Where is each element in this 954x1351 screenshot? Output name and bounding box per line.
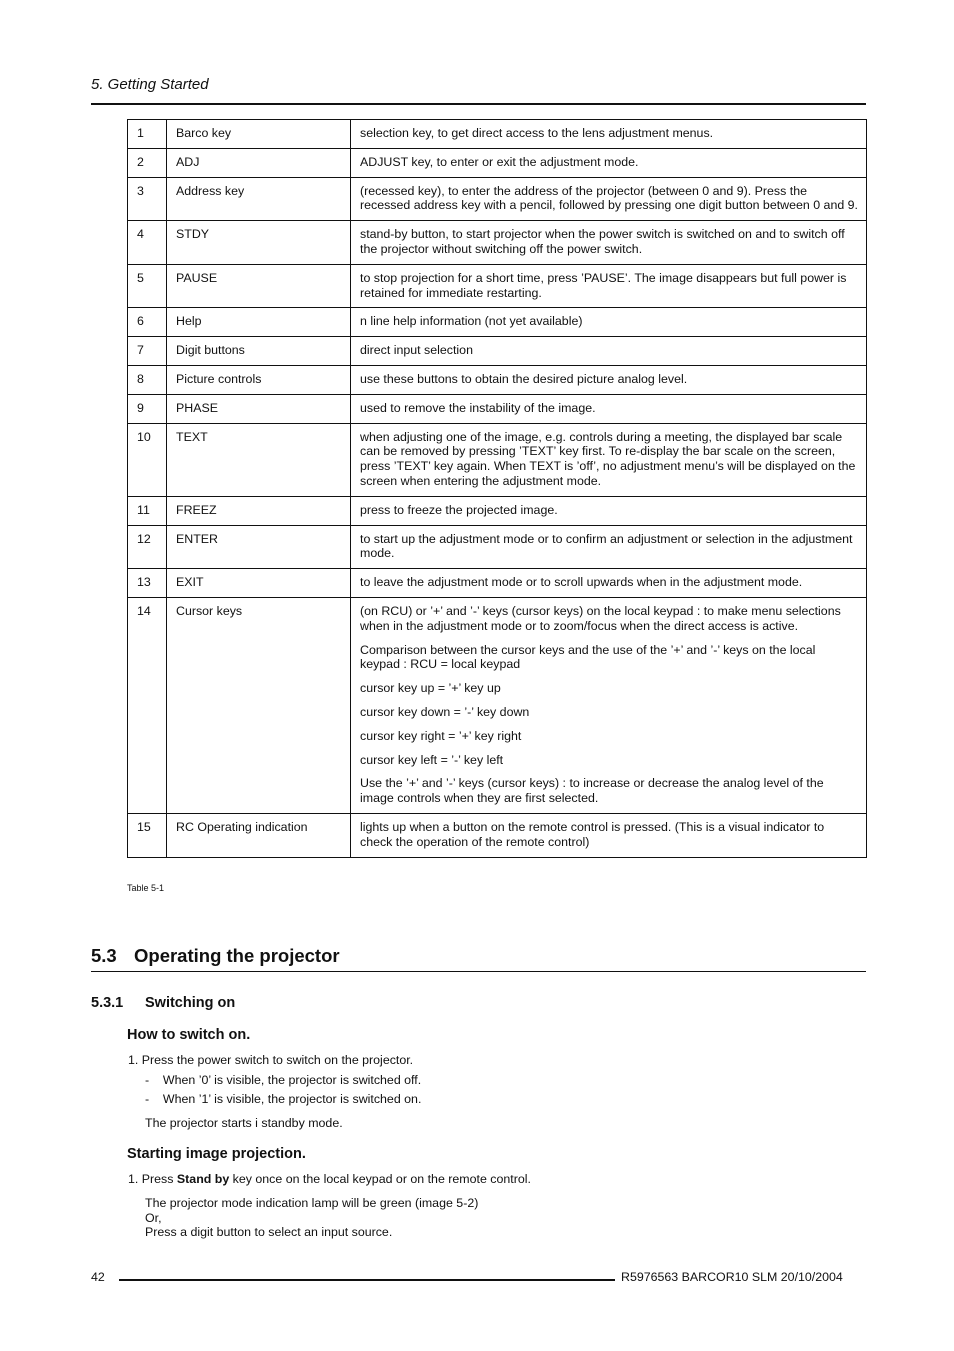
switch-on-note: The projector starts i standby mode. xyxy=(145,1116,343,1130)
key-name: ENTER xyxy=(167,525,351,569)
description-paragraph: press to freeze the projected image. xyxy=(360,502,558,517)
switch-on-heading: How to switch on. xyxy=(127,1027,251,1043)
row-number: 9 xyxy=(128,394,167,423)
key-name: Barco key xyxy=(167,120,351,149)
table-row xyxy=(128,148,867,177)
projection-line: Press a digit button to select an input source. xyxy=(145,1225,393,1240)
row-number: 5 xyxy=(128,264,167,308)
section-heading xyxy=(91,945,340,967)
key-name: ADJ xyxy=(167,148,351,177)
row-number: 7 xyxy=(128,337,167,366)
section-rule xyxy=(91,971,866,972)
projection-line: Or, xyxy=(145,1210,162,1225)
table-row xyxy=(128,597,867,813)
key-description xyxy=(351,308,867,337)
subsection-number: 5.3.1 xyxy=(91,995,124,1011)
row-number: 10 xyxy=(128,423,167,496)
row-number: 14 xyxy=(128,597,167,813)
key-description xyxy=(351,394,867,423)
table-row xyxy=(128,813,867,857)
header-rule xyxy=(91,103,866,105)
description-paragraph: used to remove the instability of the image. xyxy=(360,400,596,415)
key-description xyxy=(351,423,867,496)
description-paragraph: direct input selection xyxy=(360,343,473,358)
row-number: 11 xyxy=(128,496,167,525)
table-row xyxy=(128,496,867,525)
key-description xyxy=(351,365,867,394)
key-name: PHASE xyxy=(167,394,351,423)
key-name: RC Operating indication xyxy=(167,813,351,857)
row-number: 4 xyxy=(128,221,167,265)
description-paragraph: use these buttons to obtain the desired picture analog level. xyxy=(360,371,688,386)
key-name: Cursor keys xyxy=(167,597,351,813)
description-paragraph: to leave the adjustment mode or to scroll upwards when in the adjustment mode. xyxy=(360,575,803,590)
row-number: 6 xyxy=(128,308,167,337)
row-number: 3 xyxy=(128,177,167,221)
table-row xyxy=(128,569,867,598)
description-paragraph: to start up the adjustment mode or to confirm an adjustment or selection in the adjustment mode. xyxy=(360,531,853,561)
description-paragraph: (on RCU) or ’+’ and ’-’ keys (cursor keys) on the local keypad : to make menu selections when in the adjustment mode or to zoom/focus when the direct access is active. xyxy=(360,603,841,633)
table-row xyxy=(128,365,867,394)
description-paragraph: ADJUST key, to enter or exit the adjustment mode. xyxy=(360,154,639,169)
row-number: 8 xyxy=(128,365,167,394)
switch-on-bullet-off: - When ’0’ is visible, the projector is switched off. xyxy=(145,1073,422,1087)
key-name: Help xyxy=(167,308,351,337)
table-row xyxy=(128,177,867,221)
key-name: FREEZ xyxy=(167,496,351,525)
row-number: 2 xyxy=(128,148,167,177)
key-name: Digit buttons xyxy=(167,337,351,366)
key-name: Picture controls xyxy=(167,365,351,394)
table-row xyxy=(128,525,867,569)
bullet-text: When ’0’ is visible, the projector is switched off. xyxy=(162,1073,422,1087)
description-paragraph: Comparison between the cursor keys and the use of the ’+’ and ’-’ keys on the local keypad : RCU = local keypad xyxy=(360,642,816,672)
key-name: EXIT xyxy=(167,569,351,598)
key-description xyxy=(351,221,867,265)
description-paragraph: cursor key up = ’+’ key up xyxy=(360,681,501,696)
projection-heading: Starting image projection. xyxy=(127,1146,306,1162)
key-description xyxy=(351,120,867,149)
description-paragraph: cursor key right = ’+’ key right xyxy=(360,728,522,743)
table-row xyxy=(128,423,867,496)
projection-text xyxy=(145,1196,478,1240)
table-row xyxy=(128,264,867,308)
stand-by-key: Stand by xyxy=(176,1172,230,1186)
footer-rule xyxy=(119,1279,615,1281)
bullet-text: When ’1’ is visible, the projector is switched on. xyxy=(162,1092,422,1106)
description-paragraph: selection key, to get direct access to the lens adjustment menus. xyxy=(360,126,714,140)
table-row xyxy=(128,120,867,149)
description-paragraph: Use the ’+’ and ’-’ keys (cursor keys) : to increase or decrease the analog level of the image controls when they are first selected. xyxy=(360,776,824,806)
table-row xyxy=(128,337,867,366)
key-description xyxy=(351,597,867,813)
document-reference: R5976563 BARCOR10 SLM 20/10/2004 xyxy=(621,1270,843,1284)
page-number: 42 xyxy=(91,1270,105,1284)
keys-table-body xyxy=(128,120,867,858)
table-row xyxy=(128,308,867,337)
switch-on-bullet-on: - When ’1’ is visible, the projector is switched on. xyxy=(145,1092,422,1106)
section-title: Operating the projector xyxy=(134,945,340,966)
projection-line: The projector mode indication lamp will be green (image 5-2) xyxy=(145,1196,479,1210)
description-paragraph: cursor key down = ’-’ key down xyxy=(360,704,530,719)
key-description xyxy=(351,496,867,525)
key-name: STDY xyxy=(167,221,351,265)
projection-step xyxy=(128,1172,531,1187)
table-caption: Table 5-1 xyxy=(127,883,165,893)
step-prefix: 1. Press xyxy=(128,1172,177,1186)
key-description xyxy=(351,525,867,569)
key-description xyxy=(351,337,867,366)
table-row xyxy=(128,221,867,265)
description-paragraph: lights up when a button on the remote control is pressed. (This is a visual indicator to check the operation of the remote control) xyxy=(360,819,825,849)
keys-table xyxy=(127,119,867,858)
description-paragraph: stand-by button, to start projector when the power switch is switched on and to switch off the projector without switching off the power switch. xyxy=(360,227,845,256)
description-paragraph: cursor key left = ’-’ key left xyxy=(360,752,504,767)
key-description xyxy=(351,569,867,598)
section-number: 5.3 xyxy=(91,945,117,966)
row-number: 15 xyxy=(128,813,167,857)
table-row xyxy=(128,394,867,423)
running-header: 5. Getting Started xyxy=(91,76,209,93)
switch-on-step: 1. Press the power switch to switch on the projector. xyxy=(128,1053,414,1067)
key-description xyxy=(351,177,867,221)
key-description xyxy=(351,148,867,177)
description-paragraph: to stop projection for a short time, press ’PAUSE’. The image disappears but full power is retained for immediate restarting. xyxy=(360,270,847,300)
subsection-title: Switching on xyxy=(145,995,236,1011)
description-paragraph: n line help information (not yet available) xyxy=(360,314,583,329)
row-number: 13 xyxy=(128,569,167,598)
key-name: Address key xyxy=(167,177,351,221)
description-paragraph: (recessed key), to enter the address of the projector (between 0 and 9). Press the recessed address key with a pencil, followed by pressing one digit button between 0 and 9. xyxy=(360,183,858,213)
row-number: 12 xyxy=(128,525,167,569)
key-name: TEXT xyxy=(167,423,351,496)
step-suffix: key once on the local keypad or on the remote control. xyxy=(229,1172,531,1186)
key-description xyxy=(351,813,867,857)
description-paragraph: when adjusting one of the image, e.g. controls during a meeting, the displayed bar scale can be removed by pressing ’TEXT’ key first. To re-display the bar scale on the screen, press ’TEXT’ key again. When TEXT is ’off’, no adjustment menu’s will be displayed on the screen when entering the adjustment mode. xyxy=(360,429,856,488)
subsection-heading xyxy=(91,995,235,1011)
row-number: 1 xyxy=(128,120,167,149)
key-name: PAUSE xyxy=(167,264,351,308)
key-description xyxy=(351,264,867,308)
